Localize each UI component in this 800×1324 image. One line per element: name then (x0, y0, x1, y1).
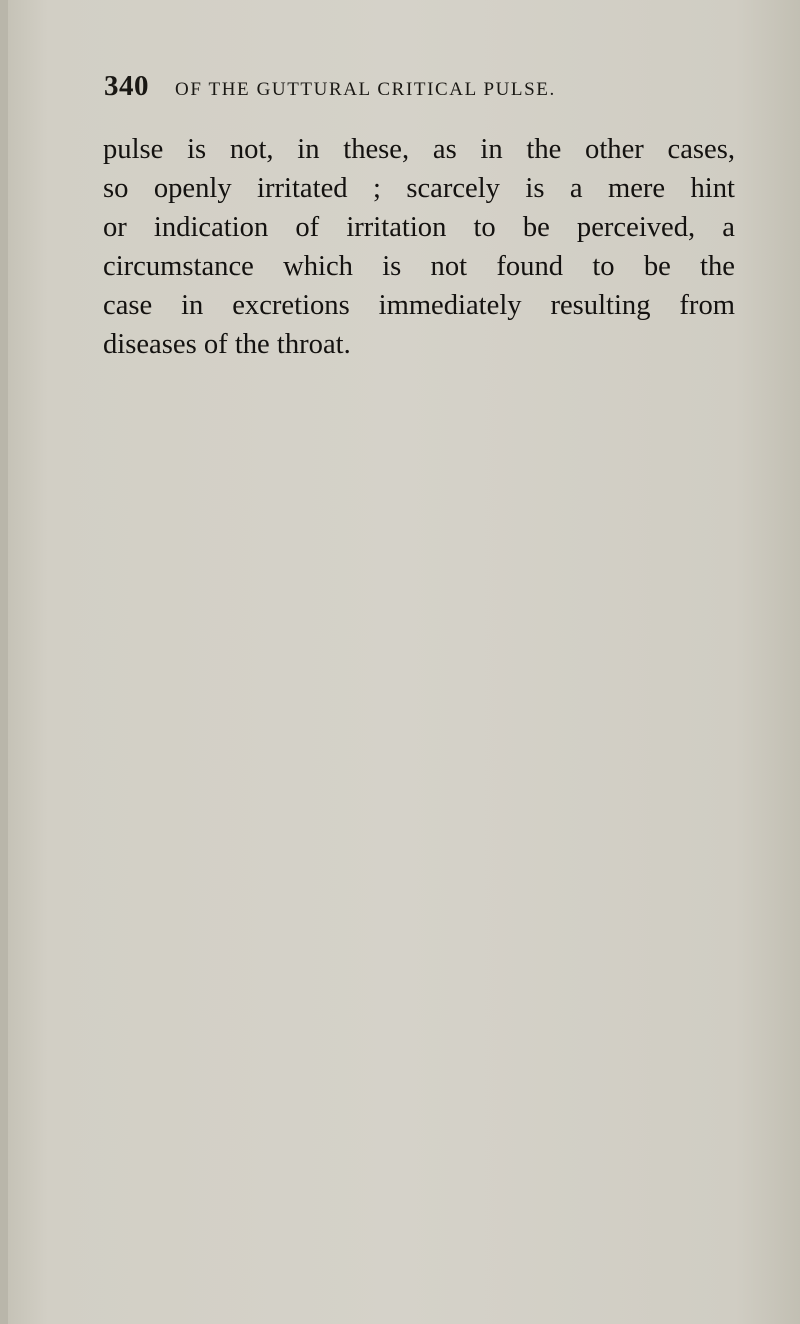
page-number: 340 (104, 70, 149, 102)
text-line: case in excretions immediately resulting from (103, 290, 735, 321)
page-gutter-shadow (0, 0, 8, 1324)
text-line: so openly irritated ; scarcely is a mere hint (103, 173, 735, 204)
text-line: circumstance which is not found to be the (103, 251, 735, 282)
text-line: pulse is not, in these, as in the other cases, (103, 134, 735, 165)
text-line: or indication of irritation to be perceived, a (103, 212, 735, 243)
running-head-title: OF THE GUTTURAL CRITICAL PULSE. (175, 79, 556, 100)
show-through-texture (100, 330, 750, 1230)
running-head (104, 70, 664, 103)
body-paragraph (103, 130, 735, 364)
text-line: diseases of the throat. (103, 329, 351, 360)
